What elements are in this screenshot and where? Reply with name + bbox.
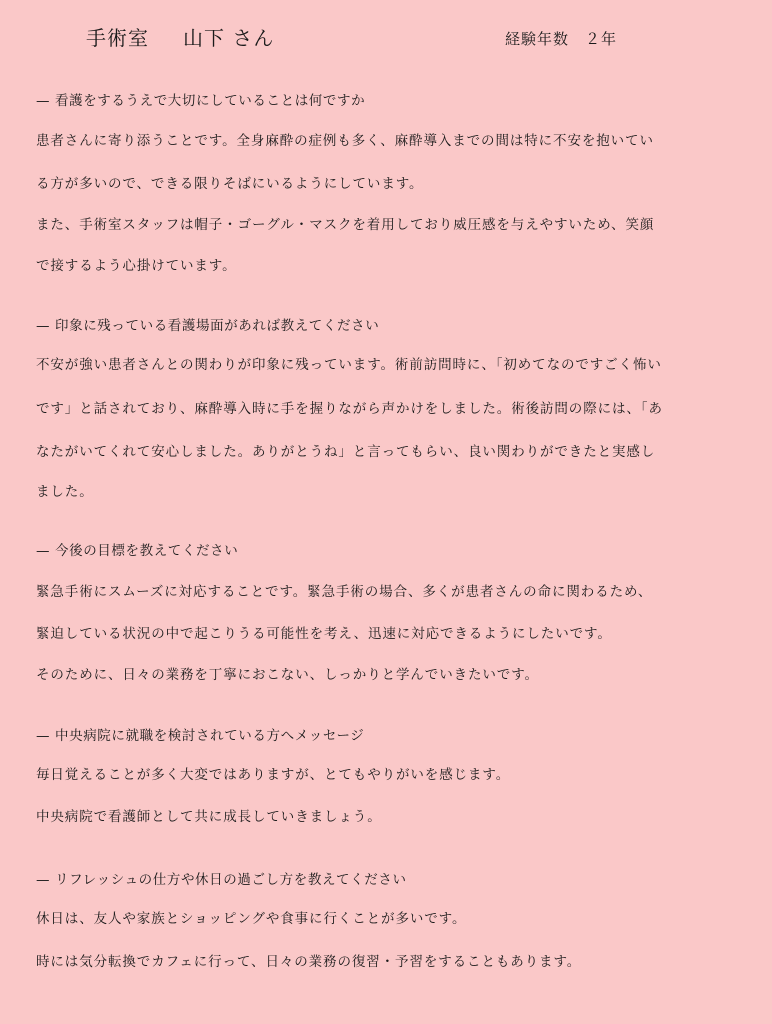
section-goals: [36, 541, 742, 683]
answer-line: 休日は、友人や家族とショッピングや食事に行くことが多いです。: [36, 911, 467, 927]
answer-line: 緊迫している状況の中で起こりうる可能性を考え、迅速に対応できるようにしたいです。: [36, 626, 612, 642]
answer-line: ました。: [36, 484, 94, 500]
answer-line: 患者さんに寄り添うことです。全身麻酔の症例も多く、麻酔導入までの間は特に不安を抱いてい: [36, 133, 654, 149]
question-heading: — 印象に残っている看護場面があれば教えてください: [36, 318, 380, 334]
section-memorable-scene: [36, 316, 742, 500]
answer-line: そのために、日々の業務を丁寧におこない、しっかりと学んでいきたいです。: [36, 667, 539, 683]
staff-name: 山下 さん: [183, 26, 275, 50]
department-label: 手術室: [86, 26, 149, 50]
question-heading: — リフレッシュの仕方や休日の過ごし方を教えてください: [36, 872, 407, 888]
answer-line: 中央病院で看護師として共に成長していきましょう。: [36, 809, 382, 825]
answer-line: なたがいてくれて安心しました。ありがとうね」と言ってもらい、良い関わりができたと実感し: [36, 444, 656, 460]
question-heading: — 看護をするうえで大切にしていることは何ですか: [36, 93, 366, 109]
answer-line: 緊急手術にスムーズに対応することです。緊急手術の場合、多くが患者さんの命に関わるため、: [36, 584, 653, 600]
answer-line: で接するよう心掛けています。: [36, 258, 237, 274]
answer-line: 不安が強い患者さんとの関わりが印象に残っています。術前訪問時に、「初めてなのですごく怖い: [36, 357, 662, 373]
section-refresh: [36, 870, 742, 970]
question-heading: — 中央病院に就職を検討されている方へメッセージ: [36, 728, 365, 744]
page-header: [0, 22, 772, 58]
section-values: [36, 91, 742, 274]
question-heading: — 今後の目標を教えてください: [36, 543, 239, 559]
answer-line: 毎日覚えることが多く大変ではありますが、とてもやりがいを感じます。: [36, 767, 511, 783]
answer-line: る方が多いので、できる限りそばにいるようにしています。: [36, 176, 424, 192]
section-message: [36, 726, 742, 825]
answer-line: また、手術室スタッフは帽子・ゴーグル・マスクを着用しており威圧感を与えやすいため、笑顔: [36, 217, 655, 233]
answer-line: 時には気分転換でカフェに行って、日々の業務の復習・予習をすることもあります。: [36, 954, 582, 970]
experience-years: 経験年数 ２年: [505, 30, 618, 48]
answer-line: です」と話されており、麻酔導入時に手を握りながら声かけをしました。術後訪問の際には、「あ: [36, 401, 663, 417]
